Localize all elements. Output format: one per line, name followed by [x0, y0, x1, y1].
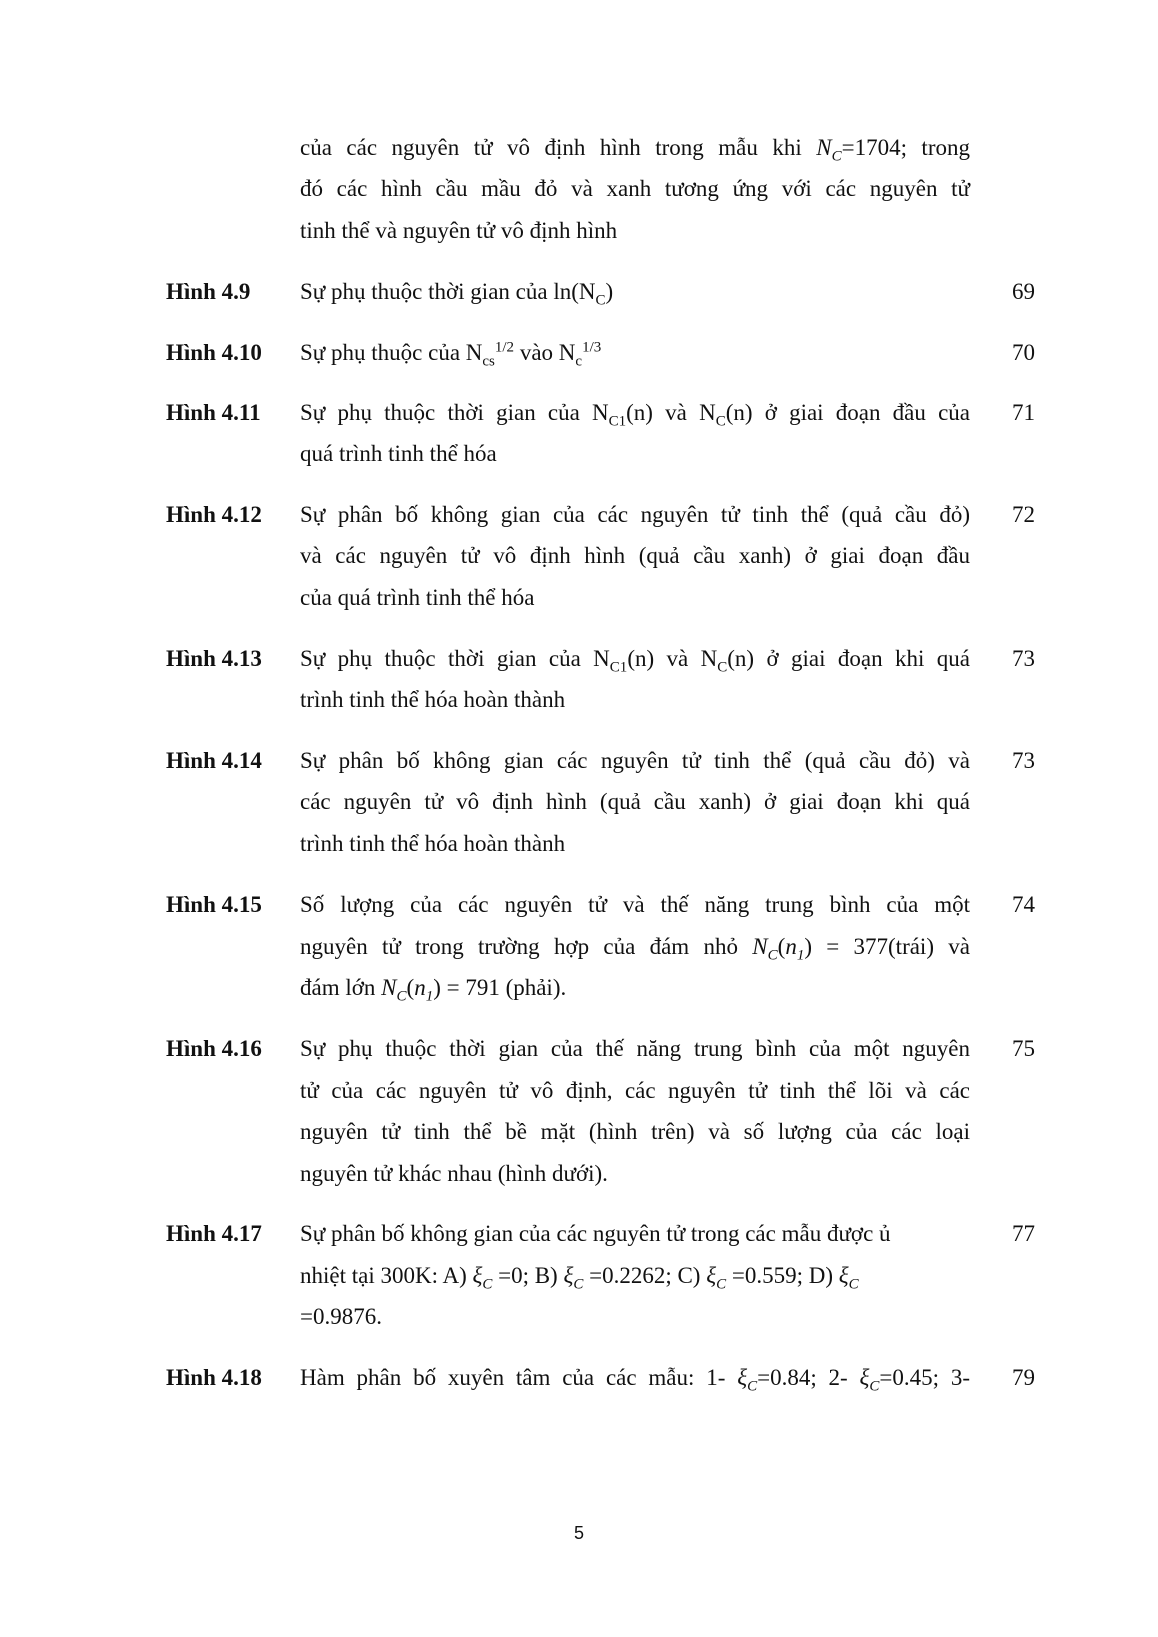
figure-label: Hình 4.14	[166, 748, 262, 773]
entry-line: đám lớn $N_C(n_1) = 791$ (phải).	[300, 975, 567, 1005]
figure-page-number: 79	[1012, 1365, 1035, 1390]
figure-label: Hình 4.17	[166, 1221, 262, 1246]
figure-page-number: 73	[1012, 748, 1035, 773]
figure-label: Hình 4.11	[166, 400, 261, 425]
entry-line: các nguyên tử vô định hình (quả cầu xanh) ở giai đoạn khi quá	[300, 789, 970, 814]
figure-label: Hình 4.10	[166, 340, 262, 365]
entry-line: Sự phụ thuộc thời gian của $N_{C1}(n)$ và $N_C(n)$ ở giai đoạn khi quá	[300, 646, 971, 676]
entry-line: tinh thể và nguyên tử vô định hình	[300, 218, 618, 243]
entry-line: tử của các nguyên tử vô định, các nguyên tử tinh thể lõi và các	[300, 1078, 970, 1103]
figure-page-number: 71	[1012, 400, 1035, 425]
entry-line: Sự phụ thuộc của $N_{cs}^{1/2}$ vào $N_c^{1/3}$	[300, 339, 602, 370]
entry-line: =0.9876.	[300, 1304, 382, 1329]
entry-line: Số lượng của các nguyên tử và thế năng trung bình của một	[300, 892, 970, 917]
figure-label: Hình 4.16	[166, 1036, 262, 1061]
figure-page-number: 73	[1012, 646, 1035, 671]
entry-line: của quá trình tinh thể hóa	[300, 585, 535, 610]
entry-line: nguyên tử trong trường hợp của đám nhỏ $N_C(n_1)$ = 377(trái) và	[300, 934, 970, 964]
figure-label: Hình 4.15	[166, 892, 262, 917]
entry-line: nguyên tử khác nhau (hình dưới).	[300, 1161, 608, 1186]
figure-page-number: 75	[1012, 1036, 1035, 1061]
entry-line: Sự phụ thuộc thời gian của $\ln(N_C)$	[300, 279, 614, 309]
entry-line: nguyên tử tinh thể bề mặt (hình trên) và số lượng của các loại	[300, 1119, 970, 1144]
entry-line: Hàm phân bố xuyên tâm của các mẫu: 1- $\xi_C=0.84$; 2- $\xi_C=0.45$; 3-	[300, 1365, 970, 1395]
entry-line: của các nguyên tử vô định hình trong mẫu khi $N_C=1704$; trong	[300, 135, 970, 165]
entry-line: Sự phụ thuộc thời gian của thế năng trung bình của một nguyên	[300, 1036, 970, 1061]
entry-line: nhiệt tại 300K: A) $\xi_C =0$; B) $\xi_C =0.2262$; C) $\xi_C =0.559$; D) $\xi_C$	[300, 1263, 859, 1293]
entry-line: Sự phân bố không gian của các nguyên tử trong các mẫu được ủ	[300, 1221, 891, 1246]
entry-line: trình tinh thể hóa hoàn thành	[300, 687, 566, 712]
figure-label: Hình 4.12	[166, 502, 262, 527]
figure-page-number: 74	[1012, 892, 1035, 917]
figure-label: Hình 4.13	[166, 646, 262, 671]
entry-line: Sự phân bố không gian các nguyên tử tinh thể (quả cầu đỏ) và	[300, 748, 970, 773]
page-number: 5	[573, 1523, 584, 1543]
figure-page-number: 70	[1012, 340, 1035, 365]
figure-page-number: 77	[1012, 1221, 1035, 1246]
entry-line: quá trình tinh thể hóa	[300, 441, 497, 466]
entry-line: đó các hình cầu mầu đỏ và xanh tương ứng với các nguyên tử	[300, 176, 970, 201]
entry-line: trình tinh thể hóa hoàn thành	[300, 831, 566, 856]
figure-page-number: 72	[1012, 502, 1035, 527]
figure-label: Hình 4.18	[166, 1365, 262, 1390]
entry-line: và các nguyên tử vô định hình (quả cầu xanh) ở giai đoạn đầu	[300, 543, 970, 568]
entry-line: Sự phân bố không gian của các nguyên tử tinh thể (quả cầu đỏ)	[300, 502, 970, 527]
entry-line: Sự phụ thuộc thời gian của $N_{C1}(n)$ và $N_C(n)$ ở giai đoạn đầu của	[300, 400, 970, 430]
figure-page-number: 69	[1012, 279, 1035, 304]
figure-label: Hình 4.9	[166, 279, 251, 304]
